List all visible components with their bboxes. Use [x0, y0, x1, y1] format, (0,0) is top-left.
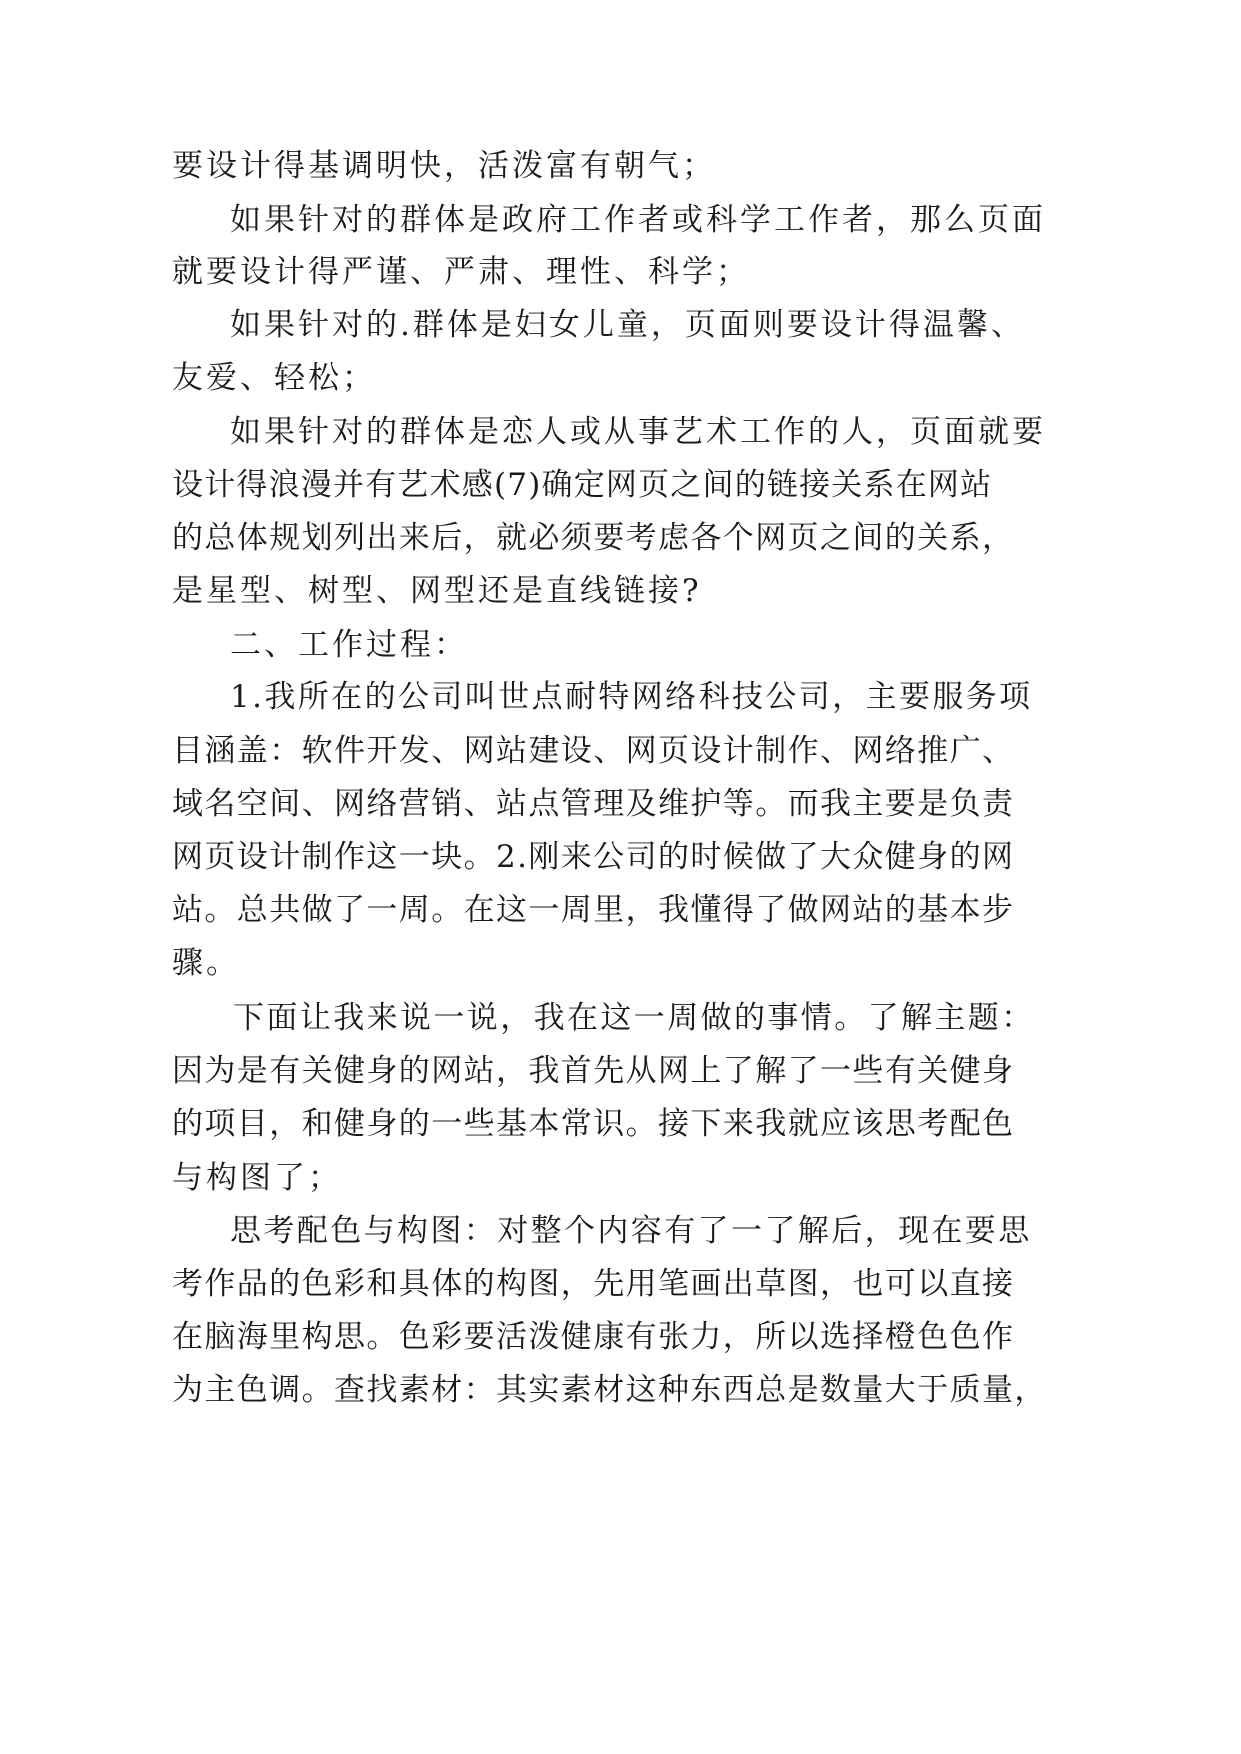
text-line-17: 下面让我来说一说，我在这一周做的事情。了解主题：: [233, 1000, 1035, 1036]
text-line-16: 骤。: [172, 945, 240, 981]
text-line-8: 的总体规划列出来后，就必须要考虑各个网页之间的关系，: [172, 520, 1015, 556]
text-line-10: 二、工作过程：: [230, 627, 468, 663]
text-line-15: 站。总共做了一周。在这一周里，我懂得了做网站的基本步: [172, 892, 1015, 928]
text-line-9: 是星型、树型、网型还是直线链接?: [172, 573, 702, 609]
text-line-22: 考作品的色彩和具体的构图，先用笔画出草图，也可以直接: [172, 1266, 1015, 1302]
text-line-13: 域名空间、网络营销、站点管理及维护等。而我主要是负责: [172, 786, 1015, 822]
text-line-11: 1.我所在的公司叫世点耐特网络科技公司，主要服务项: [230, 679, 1033, 715]
text-line-3: 就要设计得严谨、严肃、理性、科学；: [172, 254, 750, 290]
text-line-14: 网页设计制作这一块。2.刚来公司的时候做了大众健身的网: [172, 839, 1015, 875]
text-line-12: 目涵盖：软件开发、网站建设、网页设计制作、网络推广、: [172, 733, 1015, 769]
text-line-18: 因为是有关健身的网站，我首先从网上了解了一些有关健身: [172, 1053, 1015, 1089]
text-line-23: 在脑海里构思。色彩要活泼健康有张力，所以选择橙色色作: [172, 1319, 1015, 1355]
text-line-5: 友爱、轻松；: [172, 360, 376, 396]
text-line-19: 的项目，和健身的一些基本常识。接下来我就应该思考配色: [172, 1106, 1015, 1142]
text-line-7: 设计得浪漫并有艺术感(7)确定网页之间的链接关系在网站: [172, 467, 993, 503]
text-line-1: 要设计得基调明快，活泼富有朝气；: [172, 148, 716, 184]
text-line-6: 如果针对的群体是恋人或从事艺术工作的人，页面就要: [230, 414, 1046, 450]
text-line-2: 如果针对的群体是政府工作者或科学工作者，那么页面: [230, 202, 1046, 238]
text-line-21: 思考配色与构图：对整个内容有了一了解后，现在要思: [230, 1213, 1032, 1249]
text-line-4: 如果针对的.群体是妇女儿童，页面则要设计得温馨、: [230, 307, 1025, 343]
text-line-20: 与构图了；: [172, 1160, 342, 1196]
text-line-24: 为主色调。查找素材：其实素材这种东西总是数量大于质量，: [172, 1372, 1047, 1408]
